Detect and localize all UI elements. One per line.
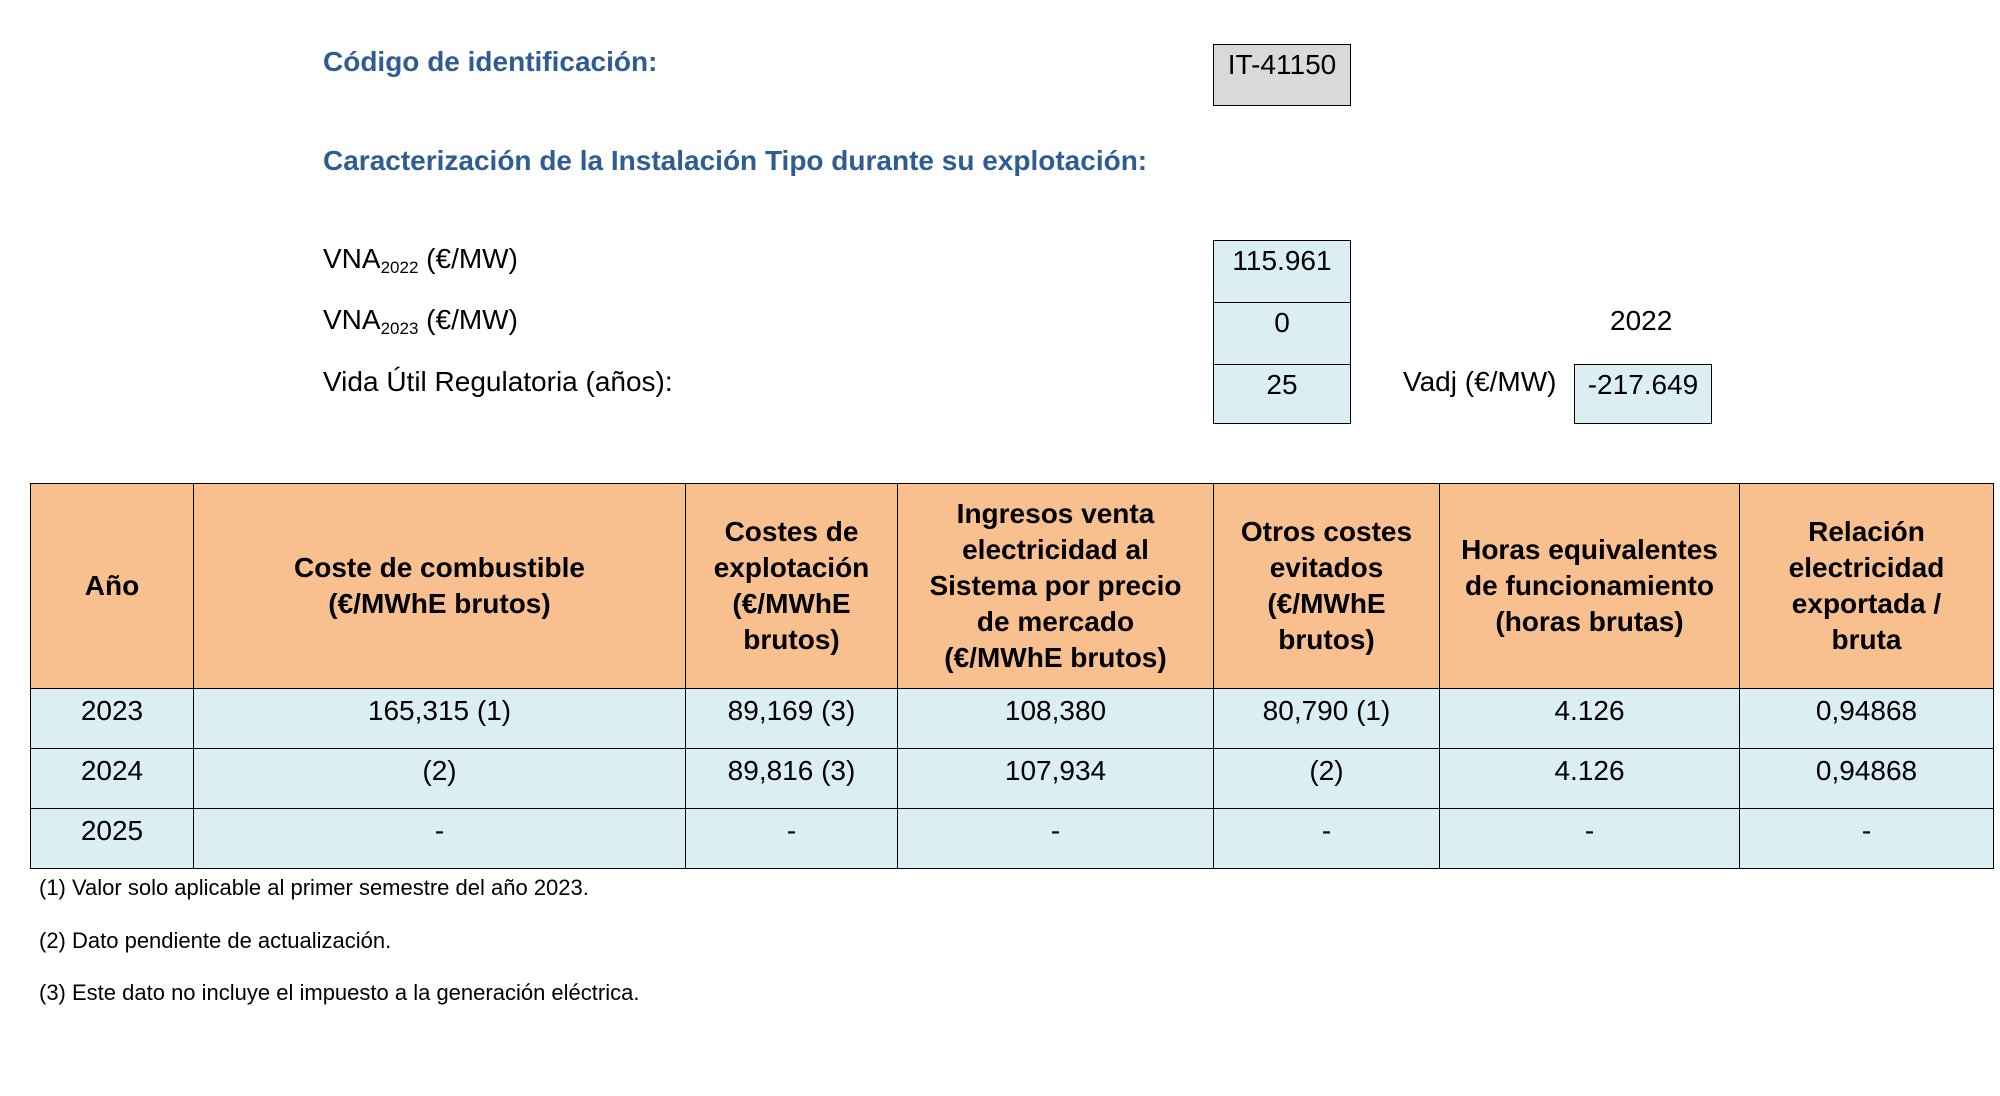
header-electricity-income: Ingresos venta electricidad al Sistema por precio de mercado (€/MWhE brutos) (898, 484, 1214, 689)
cell-operating-costs: 89,816 (3) (686, 749, 898, 809)
header-row (31, 484, 1994, 689)
cell-year: 2025 (31, 809, 194, 869)
vna2022-prefix: VNA (323, 243, 381, 274)
footnote-3: (3) Este dato no incluye el impuesto a la generación eléctrica. (39, 980, 640, 1005)
code-label: Código de identificación: (323, 46, 658, 77)
cell-export-ratio: 0,94868 (1740, 749, 1994, 809)
vna2023-label (323, 304, 518, 339)
vna2022-label (323, 243, 518, 278)
cell-avoided-costs: 80,790 (1) (1214, 689, 1440, 749)
vadj-label: Vadj (€/MW) (1403, 366, 1557, 397)
table-row (31, 809, 1994, 869)
cell-electricity-income: 108,380 (898, 689, 1214, 749)
section-title: Caracterización de la Instalación Tipo durante su explotación: (323, 145, 1148, 176)
vna2022-suffix: (€/MW) (418, 243, 518, 274)
cell-equivalent-hours: - (1440, 809, 1740, 869)
cell-year: 2023 (31, 689, 194, 749)
cell-year: 2024 (31, 749, 194, 809)
cell-fuel-cost: (2) (194, 749, 686, 809)
cell-equivalent-hours: 4.126 (1440, 749, 1740, 809)
cell-equivalent-hours: 4.126 (1440, 689, 1740, 749)
cell-avoided-costs: (2) (1214, 749, 1440, 809)
vna2023-value: 0 (1213, 302, 1351, 365)
header-operating-costs: Costes de explotación (€/MWhE brutos) (686, 484, 898, 689)
cell-operating-costs: - (686, 809, 898, 869)
cell-avoided-costs: - (1214, 809, 1440, 869)
year-label: 2022 (1610, 305, 1673, 336)
cell-operating-costs: 89,169 (3) (686, 689, 898, 749)
cell-fuel-cost: 165,315 (1) (194, 689, 686, 749)
vna2023-suffix: (€/MW) (418, 304, 518, 335)
cell-export-ratio: 0,94868 (1740, 689, 1994, 749)
vna2022-value: 115.961 (1213, 240, 1351, 303)
vna2023-prefix: VNA (323, 304, 381, 335)
cell-export-ratio: - (1740, 809, 1994, 869)
footnote-1: (1) Valor solo aplicable al primer semestre del año 2023. (39, 875, 589, 900)
vadj-value: -217.649 (1574, 364, 1712, 424)
vna2023-sub: 2023 (380, 319, 419, 338)
code-value: IT-41150 (1213, 44, 1351, 106)
vida-util-label: Vida Útil Regulatoria (años): (323, 366, 673, 397)
table-row (31, 689, 1994, 749)
footnote-2: (2) Dato pendiente de actualización. (39, 928, 392, 953)
cell-fuel-cost: - (194, 809, 686, 869)
vna2022-sub: 2022 (380, 258, 419, 277)
table-row (31, 749, 1994, 809)
header-equivalent-hours: Horas equivalentes de funcionamiento (horas brutas) (1440, 484, 1740, 689)
data-table (30, 483, 1994, 869)
vida-util-value: 25 (1213, 364, 1351, 424)
header-fuel-cost: Coste de combustible (€/MWhE brutos) (194, 484, 686, 689)
header-avoided-costs: Otros costes evitados (€/MWhE brutos) (1214, 484, 1440, 689)
cell-electricity-income: 107,934 (898, 749, 1214, 809)
header-year: Año (31, 484, 194, 689)
header-export-ratio: Relación electricidad exportada / bruta (1740, 484, 1994, 689)
cell-electricity-income: - (898, 809, 1214, 869)
